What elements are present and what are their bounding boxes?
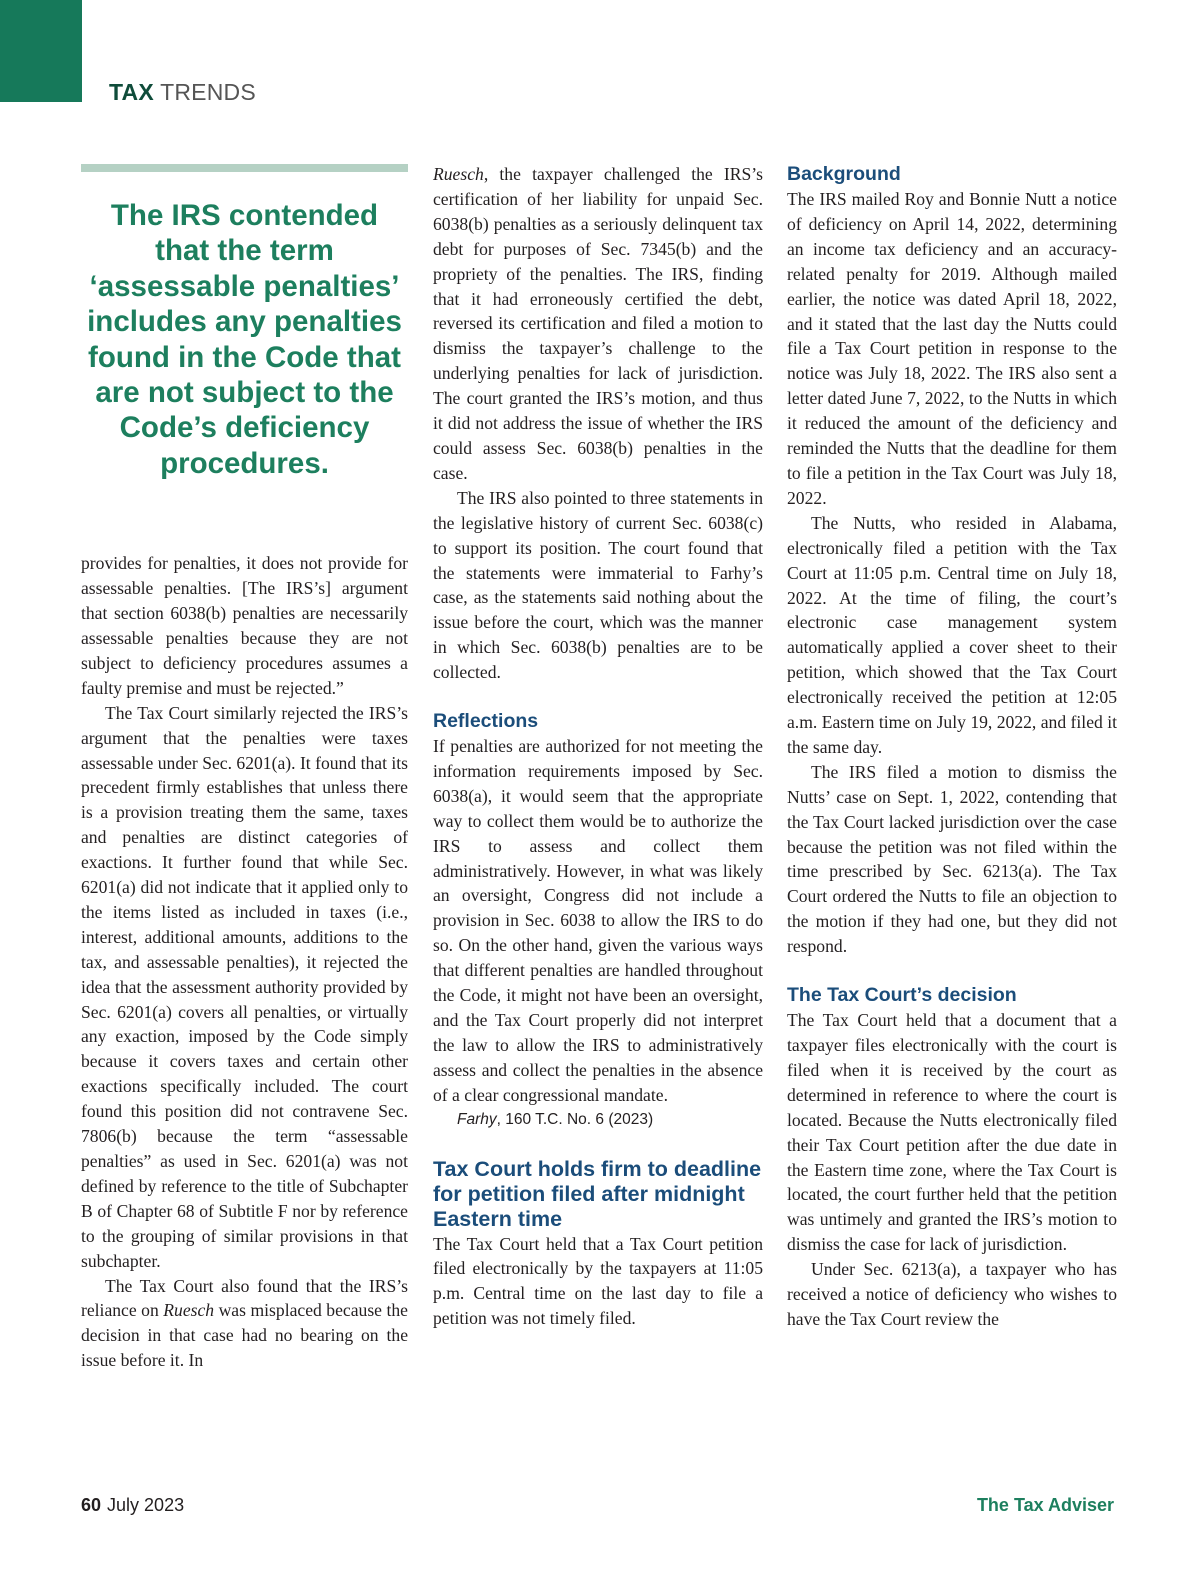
publication-name: The Tax Adviser: [976, 1495, 1114, 1515]
text-run: The Tax Court also found that the IRS’s reliance on: [81, 1275, 408, 1321]
article-headline: Tax Court holds firm to deadline for petition filed after midnight Eastern time: [433, 1156, 762, 1231]
paragraph: The Tax Court held that a Tax Court petition filed electronically by the taxpayers at 11:05 p.m. Central time on the last day to file a petition was not timely filed.: [433, 1233, 763, 1329]
paragraph: [81, 1274, 408, 1374]
paragraph: The Nutts, who resided in Alabama, electronically filed a petition with the Tax Court at 11:05 p.m. Central time on July 18, 2022. At the time of filing, the court’s electronic case management system automatically applied a cover sheet to their petition, which showed that the Tax Court electronically received the petition at 12:05 a.m. Eastern time on July 19, 2022, and filed it the same day.: [787, 512, 1117, 757]
paragraph: The IRS also pointed to three statements in the legislative history of current Sec. 6038(c) to support its position. The court found that the statements were immaterial to Farhy’s case, as the statements said nothing about the issue before the court, which was the manner in which Sec. 6038(b) penalties are to be collected.: [433, 487, 763, 683]
section-label: [109, 78, 256, 106]
issue-date: July 2023: [107, 1495, 185, 1515]
paragraph: [433, 162, 763, 486]
text-run: was misplaced because the decision in that case had no bearing on the issue before it. In: [81, 1300, 408, 1371]
footer-page-info: [81, 1494, 184, 1516]
section-color-tab: [0, 0, 82, 102]
section-label-light: TRENDS: [160, 79, 256, 105]
heading-background: Background: [787, 163, 901, 185]
paragraph: Under Sec. 6213(a), a taxpayer who has received a notice of deficiency who wishes to have the Tax Court review the: [787, 1259, 1117, 1329]
paragraph: The IRS filed a motion to dismiss the Nutts’ case on Sept. 1, 2022, contending that the Tax Court lacked jurisdiction over the case because the petition was not filed within the time prescribed by Sec. 6213(a). The Tax Court ordered the Nutts to file an objection to the motion if they had one, but they did not respond.: [787, 761, 1117, 957]
paragraph: The Tax Court held that a document that a taxpayer files electronically with the court is filed when it is received by the court as determined in reference to where the court is located. Because the Nutts electronically filed their Tax Court petition after the due date in the Eastern time zone, where the Tax Court is located, the court further held that the petition was untimely and granted the IRS’s motion to dismiss the case for lack of jurisdiction.: [787, 1010, 1117, 1255]
case-citation: [433, 1108, 763, 1133]
heading-reflections: Reflections: [433, 710, 539, 733]
pullquote-rule: [81, 164, 408, 172]
paragraph: The Tax Court similarly rejected the IRS’s argument that the penalties were taxes assessable under Sec. 6201(a). It found that its precedent firmly establishes that unless there is a provision treating them the same, taxes and penalties are distinct categories of exactions. It further found that while Sec. 6201(a) did not indicate that it applied only to the items listed as included in taxes (i.e., interest, additional amounts, additions to the tax, and assessable penalties), it rejected the idea that the assessment authority provided by Sec. 6201(a) covers all penalties, or virtually any exaction, imposed by the Code simply because it covers taxes and certain other exactions specifically included. The court found this position did not contravene Sec. 7806(b) because the term “assessable penalties” as used in Sec. 6201(a) was not defined by reference to the title of Subchapter B of Chapter 68 of Subtitle F nor by reference to the grouping of similar provisions in that subchapter.: [81, 702, 408, 1271]
paragraph: If penalties are authorized for not meeting the information requirements imposed by Sec. 6038(a), it would seem that the appropriate way to collect them would be to authorize the IRS to assess and collect them administratively. However, in what was likely an oversight, Congress did not include a provision in Sec. 6038 to allow the IRS to do so. On the other hand, given the various ways that different penalties are handled throughout the Code, it might not have been an oversight, and the Tax Court properly did not interpret the law to allow the IRS to administratively assess and collect the penalties in the absence of a clear congressional mandate.: [433, 736, 763, 1105]
paragraph: The IRS mailed Roy and Bonnie Nutt a notice of deficiency on April 14, 2022, determining an income tax deficiency and an accuracy-related penalty for 2019. Although mailed earlier, the notice was dated April 18, 2022, and it stated that the last day the Nutts could file a Tax Court petition in response to the notice was July 18, 2022. The IRS also sent a letter dated June 7, 2022, to the Nutts in which it reduced the amount of the deficiency and reminded the Nutts that the deadline for them to file a petition in the Tax Court was July 18, 2022.: [787, 189, 1117, 508]
page-number: 60: [81, 1495, 102, 1515]
case-name: Farhy: [457, 1110, 497, 1128]
case-name: Ruesch: [163, 1300, 215, 1321]
text-run: , the taxpayer challenged the IRS’s certification of her liability for unpaid Sec. 6038(b) penalties as a seriously delinquent tax debt for purposes of Sec. 7345(b) and the propriety of the penalties. The IRS, finding that it had erroneously certified the debt, reversed its certification and filed a motion to dismiss the taxpayer’s challenge to the underlying penalties for lack of jurisdiction. The court granted the IRS’s motion, and thus it did not address the issue of whether the IRS could assess Sec. 6038(b) penalties in the case.: [433, 164, 763, 483]
heading-decision: The Tax Court’s decision: [787, 984, 1017, 1007]
column-1: [81, 162, 408, 1373]
column-3: [787, 162, 1117, 1332]
section-label-bold: TAX: [109, 79, 154, 105]
paragraph: provides for penalties, it does not provide for assessable penalties. [The IRS’s] argument that section 6038(b) penalties are necessarily assessable penalties because they are not subject to deficiency procedures assumes a faulty premise and must be rejected.”: [81, 553, 408, 698]
column-2: [433, 162, 763, 1331]
pullquote: The IRS contended that the term ‘assessable penalties’ includes any penalties found in the Code that are not subject to the Code’s deficiency procedures.: [87, 199, 402, 480]
case-name: Ruesch: [433, 164, 484, 184]
citation-detail: , 160 T.C. No. 6 (2023): [496, 1110, 654, 1128]
